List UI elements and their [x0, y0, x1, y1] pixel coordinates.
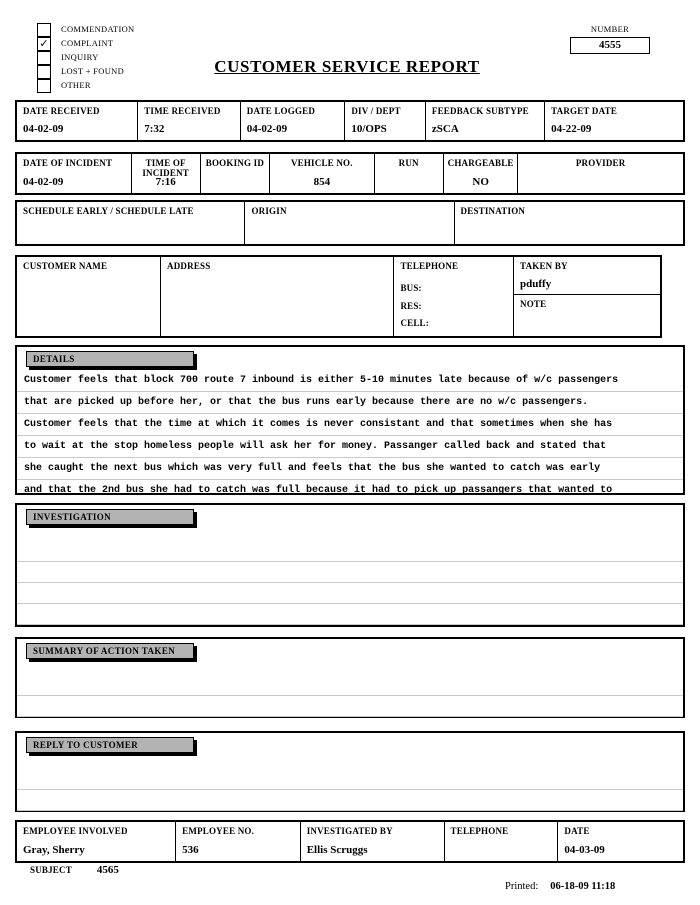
time-received-cell [138, 102, 241, 140]
taken-by-note-column [514, 257, 660, 336]
ruled-line [17, 541, 683, 562]
employee-table [15, 820, 685, 863]
destination-label: DESTINATION [460, 206, 526, 216]
ruled-line [17, 675, 683, 696]
subject-value: 4565 [96, 864, 119, 876]
ruled-line [17, 769, 683, 790]
vehicle-no-label: VEHICLE NO. [290, 158, 353, 168]
received-info-table [15, 100, 685, 142]
details-text-line: Customer feels that block 700 route 7 inbound is either 5-10 minutes late because of w/c passengers [17, 370, 683, 392]
report-number-block [570, 24, 650, 54]
employee-no-cell [176, 822, 301, 861]
origin-label: ORIGIN [251, 206, 287, 216]
summary-section [15, 637, 685, 718]
run-cell [375, 154, 444, 193]
employee-no-value: 536 [182, 844, 199, 856]
telephone-label: TELEPHONE [400, 261, 459, 271]
date-received-value: 04-02-09 [23, 123, 64, 135]
investigated-by-value: Ellis Scruggs [306, 844, 368, 856]
booking-id-cell [201, 154, 270, 193]
taken-by-cell [514, 257, 660, 295]
printed-value: 06-18-09 11:18 [550, 881, 616, 892]
other-label: OTHER [61, 80, 91, 90]
reply-section [15, 731, 685, 812]
schedule-table [15, 200, 685, 246]
destination-cell [455, 202, 683, 244]
footer-date-cell [558, 822, 683, 861]
date-received-cell [17, 102, 138, 140]
employee-no-label: EMPLOYEE NO. [182, 826, 255, 836]
lost-found-label: LOST + FOUND [61, 66, 125, 76]
investigated-by-label: INVESTIGATED BY [306, 826, 393, 836]
date-logged-value: 04-02-09 [246, 123, 288, 135]
date-logged-label: DATE LOGGED [246, 106, 316, 116]
div-dept-cell [345, 102, 426, 140]
taken-by-label: TAKEN BY [520, 261, 568, 271]
page-title: CUSTOMER SERVICE REPORT [214, 57, 480, 76]
time-of-incident-value: 7:16 [155, 176, 176, 188]
address-cell [161, 257, 394, 336]
address-label: ADDRESS [167, 261, 211, 271]
date-received-label: DATE RECEIVED [23, 106, 100, 116]
div-dept-value: 10/OPS [351, 123, 387, 135]
ruled-line [17, 696, 683, 717]
chargeable-cell [444, 154, 519, 193]
origin-cell [245, 202, 454, 244]
target-date-cell [545, 102, 683, 140]
details-header: DETAILS [26, 351, 194, 367]
vehicle-no-value: 854 [313, 176, 331, 188]
provider-cell [518, 154, 683, 193]
telephone-res-label: RES: [400, 301, 422, 311]
chargeable-value: NO [472, 176, 489, 188]
provider-label: PROVIDER [575, 158, 626, 168]
details-section [15, 345, 685, 495]
ruled-line [17, 562, 683, 583]
details-text-line: Customer feels that the time at which it comes is never consistant and that sometimes when she has [17, 414, 683, 436]
feedback-subtype-cell [426, 102, 545, 140]
number-label: NUMBER [590, 24, 630, 34]
commendation-label: COMMENDATION [61, 24, 135, 34]
date-of-incident-value: 04-02-09 [23, 176, 64, 188]
time-received-label: TIME RECEIVED [144, 106, 221, 116]
target-date-value: 04-22-09 [551, 123, 592, 135]
booking-id-label: BOOKING ID [205, 158, 265, 168]
ruled-line [17, 583, 683, 604]
complaint-checkbox[interactable]: ✓ [37, 37, 51, 51]
footer-date-value: 04-03-09 [564, 844, 605, 856]
time-of-incident-label: TIME OF INCIDENT [142, 158, 189, 178]
details-text-line: that are picked up before her, or that the bus runs early because there are no w/c passengers. [17, 392, 683, 414]
number-value: 4555 [570, 37, 650, 54]
chargeable-label: CHARGEABLE [447, 158, 514, 168]
div-dept-label: DIV / DEPT [351, 106, 401, 116]
customer-table [15, 255, 662, 338]
footer-date-label: DATE [564, 826, 590, 836]
run-label: RUN [398, 158, 419, 168]
reply-header: REPLY TO CUSTOMER [26, 737, 194, 753]
details-text-line: and that the 2nd bus she had to catch was full because it had to pick up passangers that wanted to [24, 485, 613, 496]
note-label: NOTE [520, 299, 547, 309]
investigated-by-cell [301, 822, 445, 861]
complaint-label: COMPLAINT [61, 38, 114, 48]
footer-telephone-cell [445, 822, 559, 861]
category-row-other [37, 78, 135, 92]
telephone-cell-label: CELL: [400, 318, 429, 328]
ruled-line [17, 790, 683, 811]
commendation-checkbox[interactable] [37, 23, 51, 37]
note-cell [514, 295, 660, 336]
category-row-commendation [37, 22, 135, 36]
date-logged-cell [241, 102, 346, 140]
employee-involved-value: Gray, Sherry [23, 844, 85, 856]
investigation-section [15, 503, 685, 627]
vehicle-no-cell [270, 154, 375, 193]
customer-name-cell [17, 257, 161, 336]
subject-label: SUBJECT [30, 865, 72, 875]
employee-involved-cell [17, 822, 176, 861]
feedback-subtype-label: FEEDBACK SUBTYPE [431, 106, 529, 116]
taken-by-value: pduffy [520, 278, 552, 290]
inquiry-label: INQUIRY [61, 52, 99, 62]
other-checkbox[interactable] [37, 79, 51, 93]
date-of-incident-cell [17, 154, 132, 193]
details-text-line: she caught the next bus which was very full and feels that the bus she wanted to catch was early [17, 458, 683, 480]
printed-label: Printed: [505, 881, 539, 892]
summary-header: SUMMARY OF ACTION TAKEN [26, 643, 194, 659]
time-of-incident-cell [132, 154, 201, 193]
date-of-incident-label: DATE OF INCIDENT [23, 158, 113, 168]
target-date-label: TARGET DATE [551, 106, 618, 116]
subject-line [30, 864, 119, 876]
employee-involved-label: EMPLOYEE INVOLVED [23, 826, 128, 836]
printed-line [505, 881, 615, 892]
category-row-complaint [37, 36, 135, 50]
investigation-header: INVESTIGATION [26, 509, 194, 525]
telephone-bus-label: BUS: [400, 283, 422, 293]
schedule-label: SCHEDULE EARLY / SCHEDULE LATE [23, 206, 194, 216]
footer-telephone-label: TELEPHONE [450, 826, 509, 836]
telephone-cell [394, 257, 514, 336]
details-text-line: to wait at the stop homeless people will ask her for money. Passanger called back and stated that [17, 436, 683, 458]
incident-info-table [15, 152, 685, 195]
feedback-subtype-value: zSCA [431, 123, 459, 135]
time-received-value: 7:32 [144, 123, 165, 135]
customer-name-label: CUSTOMER NAME [23, 261, 108, 271]
ruled-line [17, 604, 683, 625]
schedule-cell [17, 202, 245, 244]
